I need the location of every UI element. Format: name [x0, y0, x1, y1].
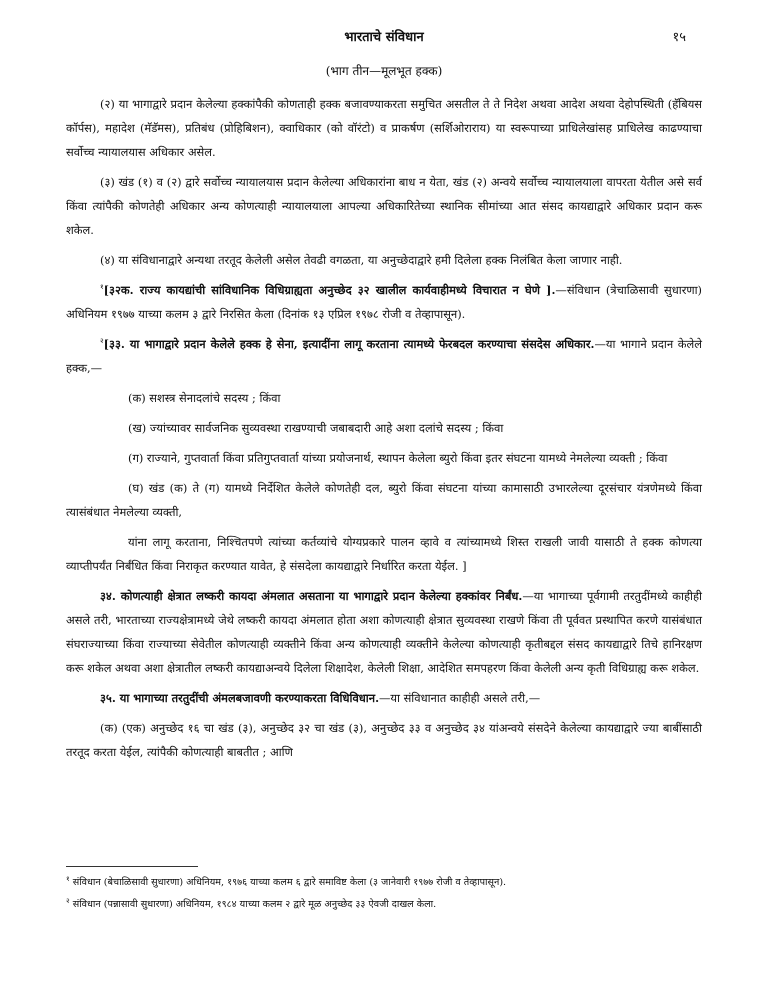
- footnote-2: [66, 894, 702, 916]
- clause-2-paragraph: (२) या भागाद्वारे प्रदान केलेल्या हक्कांपैकी कोणताही हक्क बजावण्याकरता समुचित असतील ते ते निदेश अथवा आदेश अथवा देहोपस्थिती (हॅबियस कॉर्पस), महादेश (मॅडॅमस), प्रतिबंध (प्रोहिबिशन), क्वाधिकार (को वॉरंटो) व प्राकर्षण (सर्शिओराराय) या स्वरूपाच्या प्राधिलेखांसह प्राधिलेख काढण्याचा सर्वोच्च न्यायालयास अधिकार असेल.: [66, 97, 702, 159]
- footnote-1: [66, 872, 702, 894]
- article-35-heading: ३५. या भागाच्या तरतुदींची अंमलबजावणी करण्याकरता विधिविधान.: [100, 691, 380, 705]
- article-33-text: —या भागाने प्रदान केलेले हक्क,—: [66, 337, 702, 375]
- article-33-heading: [३३. या भागाद्वारे प्रदान केलेले हक्क हे सेना, इत्यादींना लागू करताना त्यामध्ये फेरबदल करण्याचा संसदेस अधिकार.: [103, 337, 595, 351]
- footnote-1-mark: १: [66, 874, 70, 883]
- article-32a-paragraph: [66, 278, 702, 326]
- article-32a-text: —संविधान (त्रेचाळिसावी सुधारणा) अधिनियम १९७७ याच्या कलम ३ द्वारे निरसित केला (दिनांक १३ एप्रिल १९७८ रोजी व तेव्हापासून).: [66, 283, 702, 321]
- article-33-item-ga: (ग) राज्याने, गुप्तवार्ता किंवा प्रतिगुप्तवार्ता यांच्या प्रयोजनार्थ, स्थापन केलेला ब्युरो किंवा इतर संघटना यामध्ये नेमलेल्या व्यक्ती ; किंवा: [128, 451, 668, 465]
- footnotes: [66, 872, 702, 916]
- clause-4-paragraph: (४) या संविधानाद्वारे अन्यथा तरतूद केलेली असेल तेवढी वगळता, या अनुच्छेदाद्वारे हमी दिलेला हक्क निलंबित केला जाणार नाही.: [100, 253, 623, 267]
- footnote-marker: २: [100, 337, 104, 346]
- article-33-item-ka: (क) सशस्त्र सेनादलांचे सदस्य ; किंवा: [128, 391, 281, 405]
- article-34-heading: ३४. कोणत्याही क्षेत्रात लष्करी कायदा अंमलात असताना या भागाद्वारे प्रदान केलेल्या हक्कांवर निर्बंध.: [100, 589, 523, 603]
- article-34-paragraph: [66, 584, 702, 680]
- article-32a-heading: [३२क. राज्य कायद्यांची सांविधानिक विधिग्राह्यता अनुच्छेद ३२ खालील कार्यवाहीमध्ये विचारात न घेणे ].: [103, 283, 556, 297]
- page-number: १५: [672, 30, 686, 45]
- part-heading: (भाग तीन—मूलभूत हक्क): [325, 64, 443, 78]
- article-34-text: —या भागाच्या पूर्वगामी तरतुदींमध्ये काहीही असले तरी, भारताच्या राज्यक्षेत्रामध्ये जेथे लष्करी कायदा अंमलात होता अशा कोणत्याही क्षेत्रात सुव्यवस्था राखणे किंवा ती पूर्ववत प्रस्थापित करणे यासंबंधात संघराज्याच्या किंवा राज्याच्या सेवेतील कोणत्याही व्यक्तीने किंवा अन्य कोणत्याही व्यक्तीने केलेल्या कोणत्याही कृतीबद्दल संसद कायद्याद्वारे तिचे हानिरक्षण करू शकेल अथवा अशा क्षेत्रातील लष्करी कायद्याअन्वये दिलेला शिक्षादेश, केलेली शिक्षा, आदेशित समपहरण किंवा केलेली अन्य कृती विधिग्राह्य करू शकेल.: [66, 589, 702, 675]
- footnote-1-text: संविधान (बेचाळिसावी सुधारणा) अधिनियम, १९७६ याच्या कलम ६ द्वारे समाविष्ट केला (३ जानेवारी १९७७ रोजी व तेव्हापासून).: [72, 877, 507, 888]
- article-35-item-ka: (क) (एक) अनुच्छेद १६ चा खंड (३), अनुच्छेद ३२ चा खंड (३), अनुच्छेद ३३ व अनुच्छेद ३४ यांअन्वये संसदेने केलेल्या कायद्याद्वारे ज्या बाबींसाठी तरतूद करता येईल, त्यांपैकी कोणत्याही बाबतीत ; आणि: [66, 721, 702, 759]
- footnote-2-mark: २: [66, 896, 70, 905]
- article-33-closing: यांना लागू करताना, निश्चितपणे त्यांच्या कर्तव्यांचे योग्यप्रकारे पालन व्हावे व त्यांच्यामध्ये शिस्त राखली जावी यासाठी ते हक्क कोणत्या व्याप्तीपर्यंत निर्बंधित किंवा निराकृत करण्यात यावेत, हे संसदेला कायद्याद्वारे निर्धारित करता येईल. ]: [66, 535, 702, 573]
- footnote-divider: [66, 866, 198, 867]
- page-header-title: भारताचे संविधान: [344, 30, 424, 45]
- article-35-text: —या संविधानात काहीही असले तरी,—: [379, 691, 541, 705]
- footnote-marker: १: [100, 283, 104, 292]
- article-33-item-gha: (घ) खंड (क) ते (ग) यामध्ये निर्देशित केलेले कोणतेही दल, ब्युरो किंवा संघटना यांच्या कामासाठी उभारलेल्या दूरसंचार यंत्रणेमध्ये किंवा त्यासंबंधात नेमलेल्या व्यक्ती,: [66, 481, 702, 519]
- article-35-paragraph: [66, 686, 702, 710]
- clause-3-paragraph: (३) खंड (१) व (२) द्वारे सर्वोच्च न्यायालयास प्रदान केलेल्या अधिकारांना बाध न येता, खंड (२) अन्वये सर्वोच्च न्यायालयाला वापरता येतील असे सर्व किंवा त्यांपैकी कोणतेही अधिकार अन्य कोणत्याही न्यायालयाला आपल्या अधिकारितेच्या स्थानिक सीमांच्या आत संसद कायद्याद्वारे अधिकार प्रदान करू शकेल.: [66, 175, 702, 237]
- article-33-item-kha: (ख) ज्यांच्यावर सार्वजनिक सुव्यवस्था राखण्याची जबाबदारी आहे अशा दलांचे सदस्य ; किंवा: [128, 421, 504, 435]
- article-33-paragraph: [66, 332, 702, 380]
- document-body: [66, 92, 702, 770]
- footnote-2-text: संविधान (पन्नासावी सुधारणा) अधिनियम, १९८४ याच्या कलम २ द्वारे मूळ अनुच्छेद ३३ ऐवजी दाखल केला.: [72, 899, 437, 910]
